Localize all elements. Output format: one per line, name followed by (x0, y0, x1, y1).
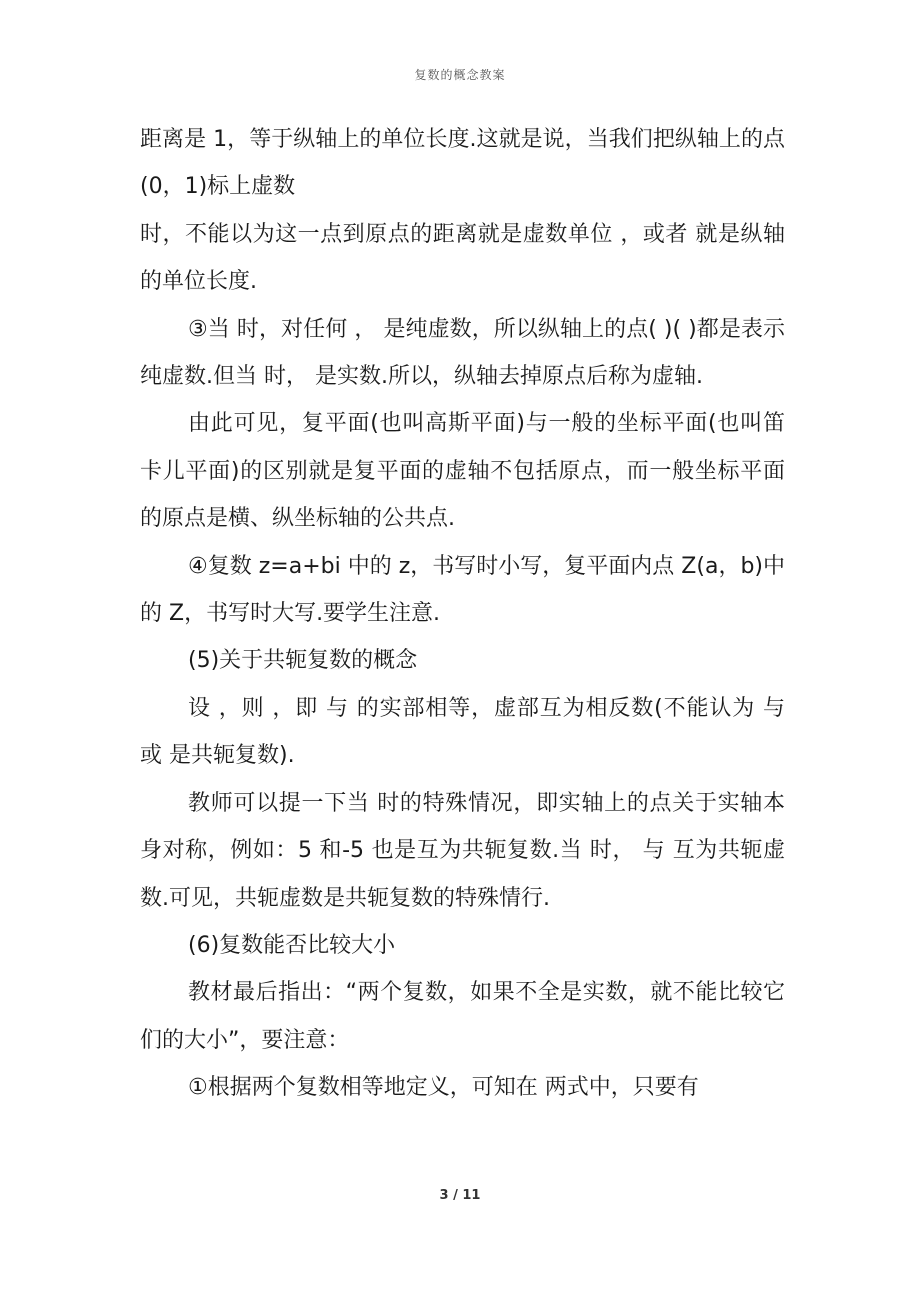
paragraph: 由此可见，复平面(也叫高斯平面)与一般的坐标平面(也叫笛卡儿平面)的区别就是复平面的虚轴不包括原点，而一般坐标平面的原点是横、纵坐标轴的公共点. (140, 411, 785, 532)
section-heading: (6)复数能否比较大小 (188, 932, 396, 958)
paragraph: 教师可以提一下当 时的特殊情况，即实轴上的点关于实轴本身对称，例如：5 和-5 也是互为共轭复数.当 时， 与 互为共轭虚数.可见，共轭虚数是共轭复数的特殊情行. (140, 790, 785, 911)
paragraph: 设 ，则 ，即 与 的实部相等，虚部互为相反数(不能认为 与 或 是共轭复数). (140, 695, 785, 769)
paragraph: 时，不能以为这一点到原点的距离就是虚数单位 ，或者 就是纵轴的单位长度. (140, 221, 785, 295)
page-header: 复数的概念教案 (414, 68, 506, 82)
paragraph: ③当 时，对任何 ， 是纯虚数，所以纵轴上的点( )( )都是表示纯虚数.但当 时， 是实数.所以，纵轴去掉原点后称为虚轴. (140, 316, 785, 390)
paragraph: ①根据两个复数相等地定义，可知在 两式中，只要有 (188, 1075, 699, 1101)
paragraph: 距离是 1，等于纵轴上的单位长度.这就是说，当我们把纵轴上的点(0，1)标上虚数 (140, 127, 785, 200)
document-body (140, 116, 785, 1112)
section-heading: (5)关于共轭复数的概念 (188, 648, 418, 674)
paragraph: ④复数 z=a+bi 中的 z，书写时小写，复平面内点 Z(a，b)中的 Z，书写时大写.要学生注意. (140, 553, 785, 627)
page-number: 3 / 11 (439, 1188, 481, 1203)
paragraph: 教材最后指出：“两个复数，如果不全是实数，就不能比较它们的大小”，要注意： (140, 980, 785, 1053)
